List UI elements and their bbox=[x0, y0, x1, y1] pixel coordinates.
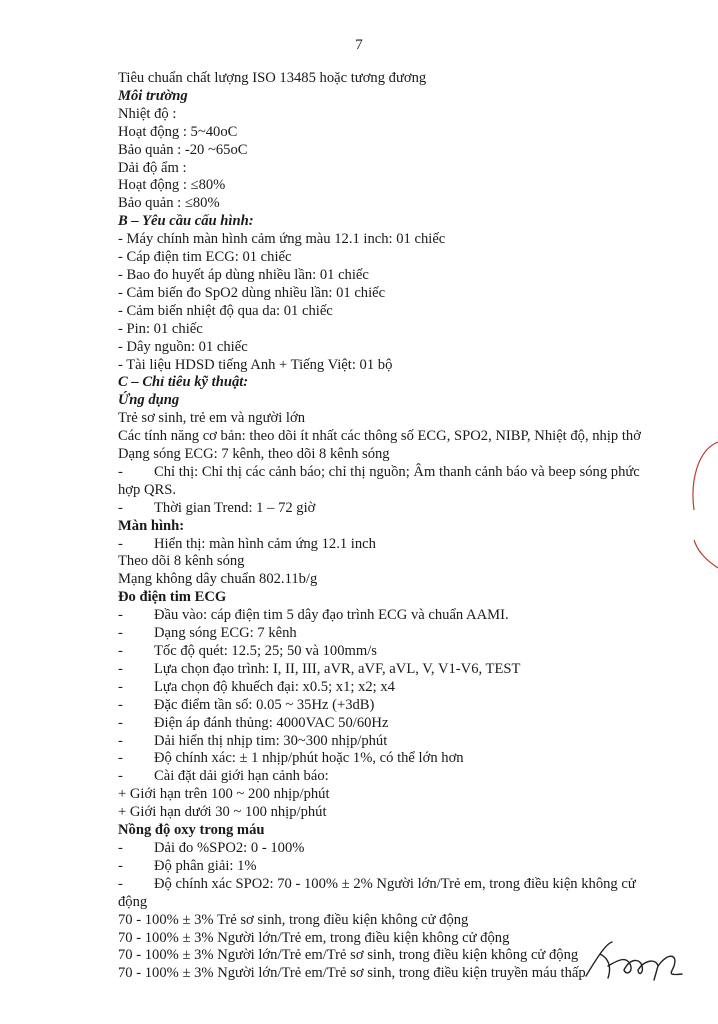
bullet-dash: - bbox=[118, 875, 123, 892]
document-line bbox=[118, 500, 663, 518]
line-text: Dạng sóng ECG: 7 kênh bbox=[154, 625, 297, 642]
line-text: Bảo quản : ≤80% bbox=[118, 195, 220, 212]
document-line bbox=[118, 786, 663, 804]
line-text: Cài đặt dải giới hạn cảnh báo: bbox=[154, 768, 329, 785]
document-line bbox=[118, 661, 663, 679]
line-text: Điện áp đánh thủng: 4000VAC 50/60Hz bbox=[154, 714, 389, 731]
document-line bbox=[118, 607, 663, 625]
line-text: Hiển thị: màn hình cảm ứng 12.1 inch bbox=[154, 535, 376, 552]
document-line bbox=[118, 374, 663, 392]
document-line bbox=[118, 912, 663, 930]
document-line bbox=[118, 88, 663, 106]
line-text: Độ chính xác SPO2: 70 - 100% ± 2% Người lớn/Trẻ em, trong điều kiện không cử động bbox=[118, 875, 636, 910]
document-line bbox=[118, 177, 663, 195]
document-line bbox=[118, 428, 663, 446]
document-line bbox=[118, 142, 663, 160]
line-text: Độ phân giải: 1% bbox=[154, 857, 257, 874]
document-line bbox=[118, 840, 663, 858]
document-line bbox=[118, 160, 663, 178]
document-line bbox=[118, 231, 663, 249]
document-line bbox=[118, 804, 663, 822]
bullet-dash: - bbox=[118, 750, 123, 767]
line-text: - Dây nguồn: 01 chiếc bbox=[118, 338, 248, 355]
document-line bbox=[118, 285, 663, 303]
document-line bbox=[118, 822, 663, 840]
document-line bbox=[118, 768, 663, 786]
document-line bbox=[118, 357, 663, 375]
line-text: Thời gian Trend: 1 – 72 giờ bbox=[154, 499, 316, 516]
line-text: - Máy chính màn hình cảm ứng màu 12.1 inch: 01 chiếc bbox=[118, 231, 446, 248]
bullet-dash: - bbox=[118, 768, 123, 785]
red-stamp-fragment bbox=[688, 440, 718, 570]
document-line bbox=[118, 643, 663, 661]
document-line bbox=[118, 339, 663, 357]
document-line bbox=[118, 697, 663, 715]
line-text: Nồng độ oxy trong máu bbox=[118, 822, 265, 839]
line-text: C – Chỉ tiêu kỹ thuật: bbox=[118, 374, 249, 391]
document-body bbox=[118, 70, 663, 983]
line-text: Tiêu chuẩn chất lượng ISO 13485 hoặc tương đương bbox=[118, 70, 427, 86]
line-text: Bảo quản : -20 ~65oC bbox=[118, 141, 248, 158]
line-text: Nhiệt độ : bbox=[118, 105, 177, 122]
line-text: Mạng không dây chuẩn 802.11b/g bbox=[118, 571, 318, 588]
line-text: Trẻ sơ sinh, trẻ em và người lớn bbox=[118, 410, 305, 427]
document-line bbox=[118, 733, 663, 751]
document-line bbox=[118, 750, 663, 768]
line-text: Độ chính xác: ± 1 nhịp/phút hoặc 1%, có thể lớn hơn bbox=[154, 750, 464, 767]
document-line bbox=[118, 124, 663, 142]
bullet-dash: - bbox=[118, 678, 123, 695]
bullet-dash: - bbox=[118, 499, 123, 516]
bullet-dash: - bbox=[118, 535, 123, 552]
document-line bbox=[118, 446, 663, 464]
line-text: 70 - 100% ± 3% Người lớn/Trẻ em/Trẻ sơ sinh, trong điều kiện không cử động bbox=[118, 947, 579, 964]
bullet-dash: - bbox=[118, 714, 123, 731]
line-text: Dải độ ẩm : bbox=[118, 159, 187, 176]
line-text: Theo dõi 8 kênh sóng bbox=[118, 553, 245, 570]
line-text: + Giới hạn dưới 30 ~ 100 nhịp/phút bbox=[118, 804, 327, 821]
document-line bbox=[118, 858, 663, 876]
document-line bbox=[118, 589, 663, 607]
line-text: Đặc điểm tần số: 0.05 ~ 35Hz (+3dB) bbox=[154, 696, 375, 713]
document-line bbox=[118, 106, 663, 124]
document-line bbox=[118, 625, 663, 643]
document-line bbox=[118, 876, 663, 912]
line-text: Dạng sóng ECG: 7 kênh, theo dõi 8 kênh sóng bbox=[118, 446, 390, 463]
line-text: B – Yêu cầu cấu hình: bbox=[118, 213, 254, 230]
document-line bbox=[118, 321, 663, 339]
document-line bbox=[118, 267, 663, 285]
line-text: - Tài liệu HDSD tiếng Anh + Tiếng Việt: 01 bộ bbox=[118, 356, 393, 373]
document-line bbox=[118, 464, 663, 500]
bullet-dash: - bbox=[118, 660, 123, 677]
line-text: Lựa chọn độ khuếch đại: x0.5; x1; x2; x4 bbox=[154, 678, 395, 695]
line-text: Tốc độ quét: 12.5; 25; 50 và 100mm/s bbox=[154, 643, 377, 659]
line-text: Dải đo %SPO2: 0 - 100% bbox=[154, 839, 305, 856]
bullet-dash: - bbox=[118, 732, 123, 749]
bullet-dash: - bbox=[118, 625, 123, 642]
line-text: Đo điện tim ECG bbox=[118, 589, 227, 606]
line-text: - Pin: 01 chiếc bbox=[118, 320, 203, 337]
line-text: 70 - 100% ± 3% Trẻ sơ sinh, trong điều kiện không cử động bbox=[118, 911, 469, 928]
line-text: Lựa chọn đạo trình: I, II, III, aVR, aVF, aVL, V, V1-V6, TEST bbox=[154, 660, 521, 677]
document-line bbox=[118, 249, 663, 267]
line-text: Các tính năng cơ bản: theo dõi ít nhất các thông số ECG, SPO2, NIBP, Nhiệt độ, nhịp thở bbox=[118, 428, 641, 445]
line-text: Dải hiển thị nhịp tim: 30~300 nhịp/phút bbox=[154, 732, 388, 749]
line-text: + Giới hạn trên 100 ~ 200 nhịp/phút bbox=[118, 786, 330, 803]
page-number: 7 bbox=[355, 37, 363, 53]
document-line bbox=[118, 195, 663, 213]
line-text: - Cáp điện tim ECG: 01 chiếc bbox=[118, 249, 292, 266]
bullet-dash: - bbox=[118, 463, 123, 480]
document-line bbox=[118, 571, 663, 589]
handwritten-signature bbox=[578, 936, 688, 986]
line-text: Hoạt động : 5~40oC bbox=[118, 123, 238, 140]
bullet-dash: - bbox=[118, 643, 123, 659]
document-line bbox=[118, 392, 663, 410]
bullet-dash: - bbox=[118, 607, 123, 624]
document-line bbox=[118, 553, 663, 571]
line-text: Ứng dụng bbox=[118, 392, 180, 409]
line-text: - Cảm biến đo SpO2 dùng nhiều lần: 01 chiếc bbox=[118, 284, 386, 301]
line-text: 70 - 100% ± 3% Người lớn/Trẻ em/Trẻ sơ sinh, trong điều kiện truyền máu thấp bbox=[118, 965, 586, 982]
line-text: Màn hình: bbox=[118, 517, 185, 534]
line-text: Hoạt động : ≤80% bbox=[118, 177, 226, 194]
line-text: - Bao đo huyết áp dùng nhiều lần: 01 chiếc bbox=[118, 266, 369, 283]
document-line bbox=[118, 715, 663, 733]
document-line bbox=[118, 518, 663, 536]
document-line bbox=[118, 213, 663, 231]
document-line bbox=[118, 70, 663, 88]
document-line bbox=[118, 536, 663, 554]
line-text: - Cảm biến nhiệt độ qua da: 01 chiếc bbox=[118, 302, 333, 319]
bullet-dash: - bbox=[118, 696, 123, 713]
line-text: Đầu vào: cáp điện tim 5 dây đạo trình ECG và chuẩn AAMI. bbox=[154, 607, 509, 624]
line-text: 70 - 100% ± 3% Người lớn/Trẻ em, trong điều kiện không cử động bbox=[118, 929, 510, 946]
document-line bbox=[118, 679, 663, 697]
bullet-dash: - bbox=[118, 857, 123, 874]
line-text: Chỉ thị: Chỉ thị các cảnh báo; chỉ thị nguồn; Âm thanh cảnh báo và beep sóng phức hợp QRS. bbox=[118, 463, 640, 498]
line-text: Môi trường bbox=[118, 87, 188, 104]
document-line bbox=[118, 410, 663, 428]
document-line bbox=[118, 303, 663, 321]
bullet-dash: - bbox=[118, 839, 123, 856]
